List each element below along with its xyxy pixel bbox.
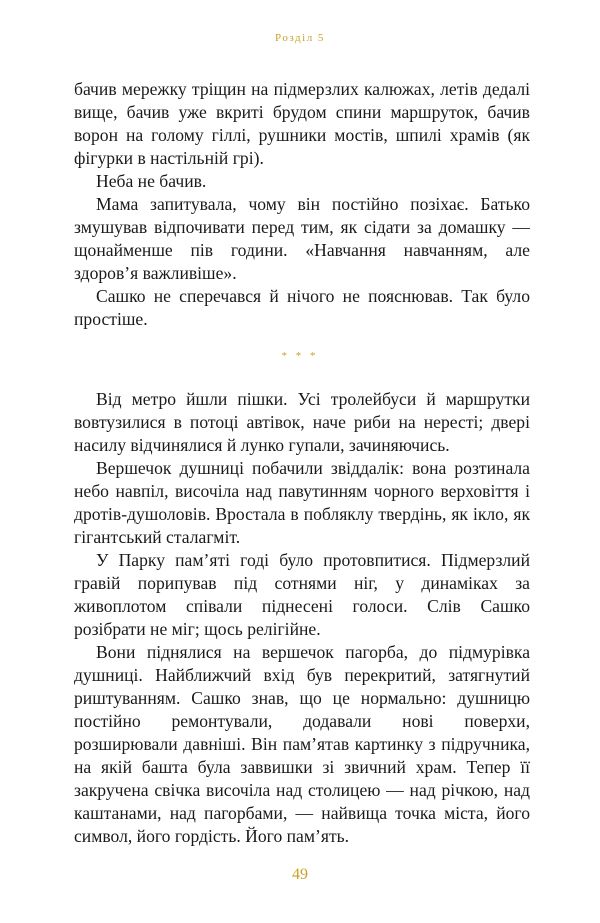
paragraph: Вершечок душниці побачили звіддалік: вона розтинала небо навпіл, височіла над павутинням чорного верховіття і дротів-душоловів. Вростала в побляклу твердінь, як ікло, як гігантський сталагміт. bbox=[74, 458, 530, 547]
paragraph: Від метро йшли пішки. Усі тролейбуси й маршрутки вовтузилися в потоці автівок, наче риби на нересті; двері насилу відчинялися й лунко гупали, зачиняючись. bbox=[74, 389, 530, 455]
section-1-text bbox=[74, 78, 530, 331]
section-separator: * * * bbox=[281, 350, 319, 362]
running-head: Розділ 5 bbox=[275, 32, 325, 44]
paragraph: Вони піднялися на вершечок пагорба, до підмурівка душниці. Найближчий вхід був перекритий, затягнутий риштуванням. Сашко знав, що це нормально: душницю постійно ремонтували, додавали нові поверхи, розширювали давніші. Він пам’ятав картинку з підручника, на якій башта була заввишки зі звичний храм. Тепер її закручена свічка височіла над столицею — над річкою, над каштанами, над пагорбами, — найвища точка міста, його символ, його гордість. Його пам’ять. bbox=[74, 642, 530, 846]
paragraph: бачив мережку тріщин на підмерзлих калюжах, летів дедалі вище, бачив уже вкриті брудом спини маршруток, бачив ворон на голому гіллі, рушники мостів, шпилі храмів (як фігурки в настільній грі). bbox=[74, 79, 530, 168]
page-number: 49 bbox=[292, 866, 308, 883]
section-2-text bbox=[74, 388, 530, 848]
paragraph: Неба не бачив. bbox=[96, 171, 207, 191]
paragraph: Сашко не сперечався й нічого не пояснював. Так було простіше. bbox=[74, 286, 530, 329]
paragraph: У Парку пам’яті годі було протовпитися. Підмерзлий гравій порипував під сотнями ніг, у динаміках за живоплотом співали піднесені голоси. Слів Сашко розібрати не міг; щось релігійне. bbox=[74, 550, 530, 639]
paragraph: Мама запитувала, чому він постійно позіхає. Батько змушував відпочивати перед тим, як сідати за домашку — щонайменше пів години. «Навчання навчанням, але здоров’я важливіше». bbox=[74, 194, 530, 283]
